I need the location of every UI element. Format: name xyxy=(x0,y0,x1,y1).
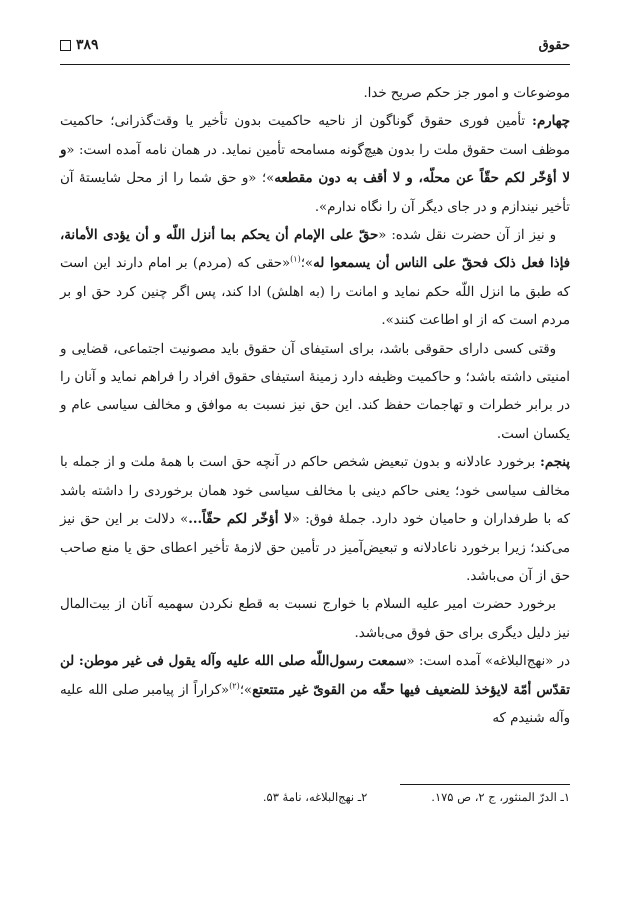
paragraph-3: و نیز از آن حضرت نقل شده: «حقّ علی الإمام أن یحکم بما أنزل اللّه و أن یؤدی الأمانة، فإذا فعل ذلک فحقّ علی الناس أن یسمعوا له»؛$^{(۱)}$«حقی که (مردم) بر امام دارند این است که طبق ما انزل اللّه حکم نماید و امانت را (به اهلش) ادا کند، پس اگر چنین کرد حق او بر مردم است که از او اطاعت کنند». xyxy=(60,228,570,329)
paragraph-2: چهارم: تأمین فوری حقوق گوناگون از ناحیه حاکمیت بدون تأخیر یا وقت‌گذرانی؛ حاکمیت موظف است حقوق ملت را بدون هیچ‌گونه مسامحه تأمین نماید. در همان نامه آمده است: «و لا أؤخّر لکم حقّاً عن محلّه، و لا أقف به دون مقطعه»؛ «و حق شما را از محل شایستهٔ آن تأخیر نیندازم و در جای دیگر آن را نگاه ندارم». xyxy=(60,114,570,215)
footnote-2: ۲ـ نهج‌البلاغه، نامهٔ ۵۳. xyxy=(262,790,368,804)
paragraph-5: پنجم: برخورد عادلانه و بدون تبعیض شخص حاکم در آنچه حق است با همهٔ ملت و از جمله با مخالف سیاسی خود؛ یعنی حاکم دینی با مخالف سیاسی خود همان برخوردی را داشته باشد که با طرفداران و حامیان خود دارد. جملهٔ فوق: «لا أؤخّر لکم حقّاً...» دلالت بر این حق نیز می‌کند؛ زیرا برخورد ناعادلانه و تبعیض‌آمیز در تأمین حق لازمهٔ تأخیر اعطای حق یا منع صاحب حق از آن می‌باشد. xyxy=(60,455,571,584)
page-number-block xyxy=(60,37,99,53)
arabic-quote: و لا أؤخّر لکم حقّاً عن محلّه، و لا أقف به دون مقطعه xyxy=(60,142,570,187)
paragraph-4: وقتی کسی دارای حقوقی باشد، برای استیفای آن حقوق باید مصونیت اجتماعی، قضایی و امنیتی داشته باشد؛ و حاکمیت وظیفه دارد زمینهٔ استیفای حقوق افراد را فراهم نماید و آنان را در برابر خطرات و تهاجمات حفظ کند. این حق نیز نسبت به موافق و مخالف سیاسی عام و یکسان است. xyxy=(60,341,570,442)
paragraph-1: موضوعات و امور جز حکم صریح خدا. xyxy=(363,86,570,101)
footnote-ref-1[interactable]: (۱) xyxy=(290,255,301,265)
section-label-fifth: پنجم: xyxy=(539,455,570,471)
page-number: ۳۸۹ xyxy=(76,37,99,53)
book-page xyxy=(60,36,571,804)
arabic-quote: لا أؤخّر لکم حقّاً... xyxy=(188,512,292,528)
footnote-1: ۱ـ الدرّ المنثور، ج ۲، ص ۱۷۵. xyxy=(431,790,570,804)
footnote-rule xyxy=(400,784,570,785)
footnote-ref-2[interactable]: (۲) xyxy=(229,681,240,691)
section-label-fourth: چهارم: xyxy=(532,114,570,130)
paragraph-6: برخورد حضرت امیر عليه السلام با خوارج نسبت به قطع نکردن سهمیه آنان از بیت‌المال نیز دلیل دیگری برای حق فوق می‌باشد. xyxy=(60,597,570,641)
running-title: حقوق xyxy=(538,38,570,53)
square-ornament-icon xyxy=(60,40,71,51)
paragraph-7: در «نهج‌البلاغه» آمده است: «سمعت رسول‌اللّه صلى الله عليه وآله يقول فی غیر موطن: لن تقدّس أمّة لایؤخذ للضعیف فیها حقّه من القویّ غیر متتعتع»؛$^{(۲)}$«کراراً از پیامبر صلى الله عليه وآله شنیدم که xyxy=(60,654,570,726)
arabic-quote: سمعت رسول‌اللّه صلى الله عليه وآله يقول فی غیر موطن: لن تقدّس أمّة لایؤخذ للضعیف فیها حقّه من القویّ غیر متتعتع xyxy=(60,654,570,698)
arabic-quote: حقّ علی الإمام أن یحکم بما أنزل اللّه و أن یؤدی الأمانة، فإذا فعل ذلک فحقّ علی الناس أن یسمعوا له xyxy=(60,228,570,272)
body-text xyxy=(60,80,570,733)
footnotes xyxy=(60,790,570,804)
page-header xyxy=(60,36,570,58)
header-rule xyxy=(60,64,570,65)
